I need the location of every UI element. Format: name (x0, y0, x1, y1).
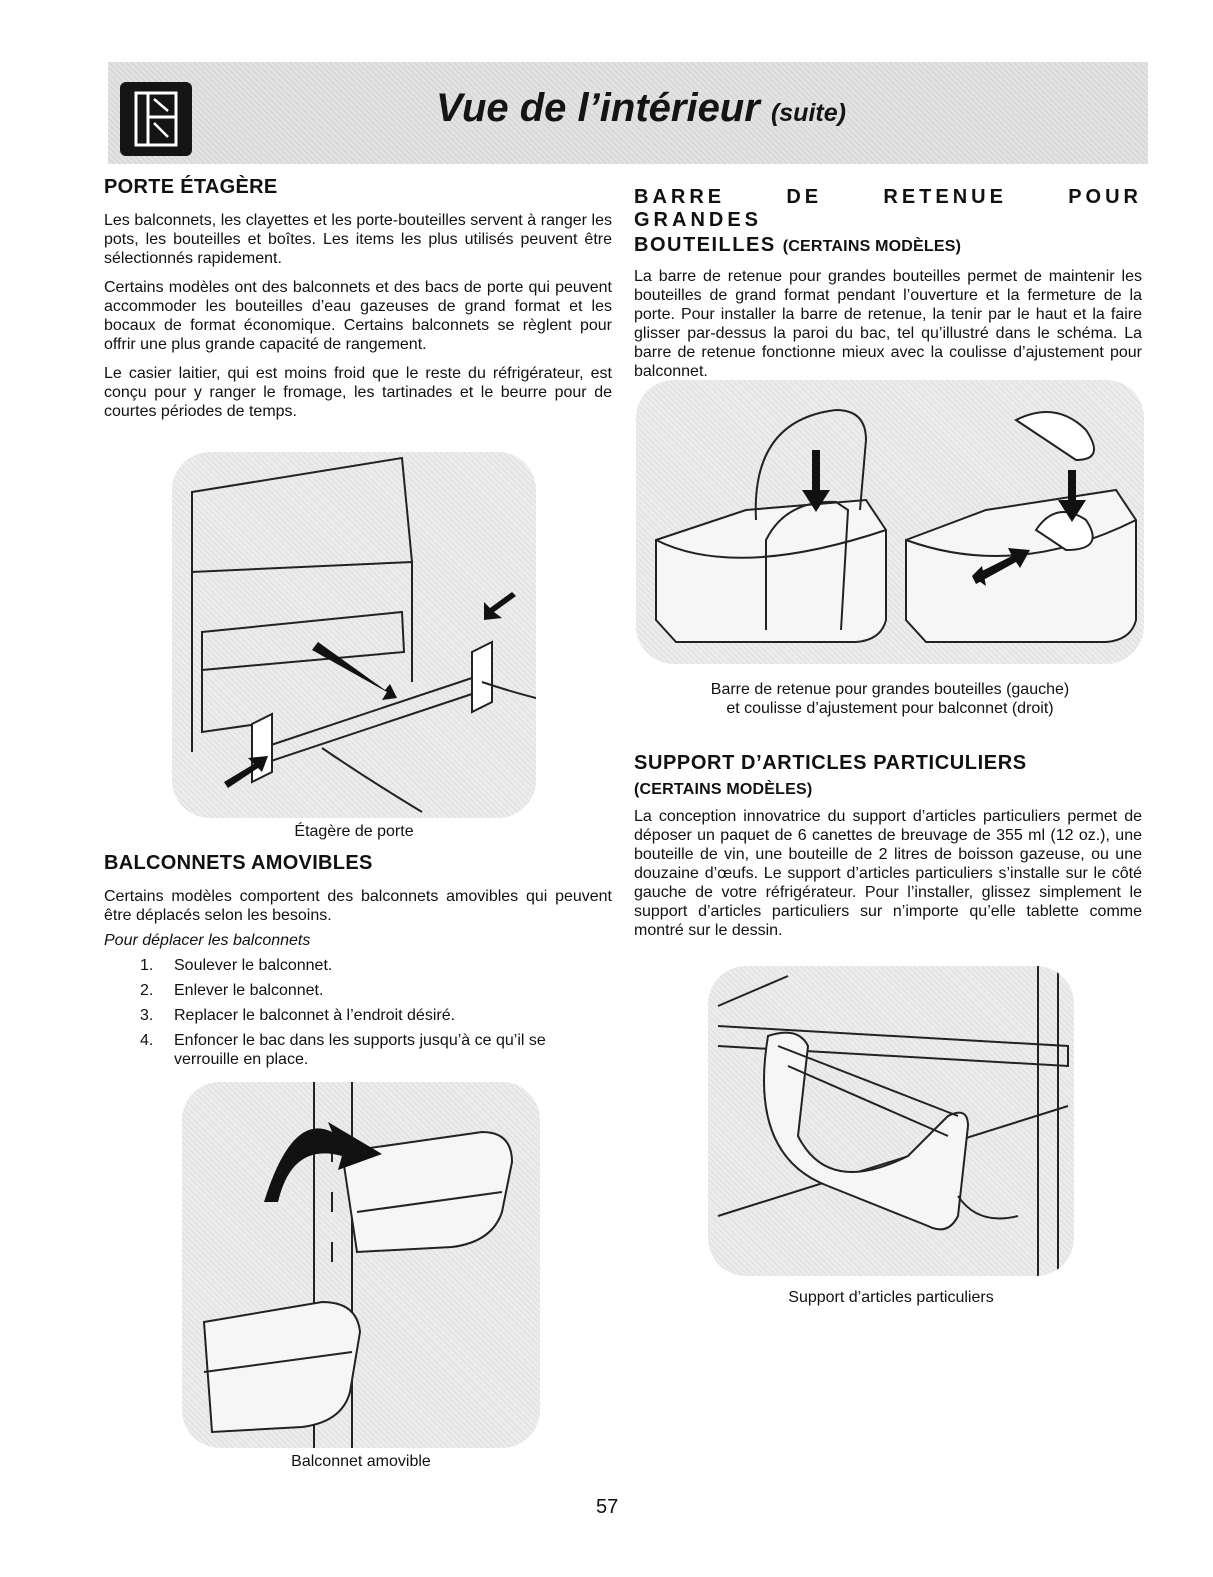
caption-balconnet-amovible: Balconnet amovible (291, 1453, 431, 1470)
paragraph: La conception innovatrice du support d’articles particuliers permet de déposer un paquet de 6 canettes de breuvage de 355 ml (12 oz.), une bouteille de vin, une bouteille de 2 litres de boisson gazeuse, ou une douzaine d’œufs. Le support d’articles particuliers s’installe sur le côté gauche de votre réfrigérateur. Pour l’installer, glissez simplement le support d’articles particuliers sur n’importe qu’elle tablette comme montré sur le dessin. (634, 808, 1142, 939)
caption-barre-line2: et coulisse d’ajustement pour balconnet (droit) (726, 700, 1054, 717)
removable-bin-illustration (182, 1082, 540, 1448)
page-title: Vue de l’intérieur (suite) (436, 86, 846, 130)
list-item: 4. Enfoncer le bac dans les supports jusqu’à ce qu’il se verrouille en place. (140, 1032, 546, 1068)
list-item: 3. Replacer le balconnet à l’endroit désiré. (140, 1007, 456, 1024)
heading-barre-line2: BOUTEILLES (CERTAINS MODÈLES) (634, 234, 962, 256)
caption-barre (636, 680, 1144, 718)
section-balconnets (104, 852, 612, 1069)
paragraph: Les balconnets, les clayettes et les porte-bouteilles servent à ranger les pots, les bouteilles et boîtes. Les items les plus utilisés peuvent être sélectionnés rapidement. (104, 212, 612, 267)
heading-porte-etagere: PORTE ÉTAGÈRE (104, 176, 278, 198)
paragraph: Certains modèles comportent des balconnets amovibles qui peuvent être déplacés selon les besoins. (104, 888, 612, 924)
section-support-articles (634, 752, 1142, 940)
subheading-deplacer: Pour déplacer les balconnets (104, 932, 311, 949)
heading-balconnets: BALCONNETS AMOVIBLES (104, 852, 373, 874)
list-item: 2. Enlever le balconnet. (140, 982, 324, 999)
paragraph: Certains modèles ont des balconnets et des bacs de porte qui peuvent accommoder les bouteilles d’eau gazeuses de grand format et les bocaux de format économique. Certains balconnets se règlent pour offrir une plus grande capacité de rangement. (104, 279, 612, 353)
heading-barre-suffix: (CERTAINS MODÈLES) (782, 238, 962, 255)
paragraph: La barre de retenue pour grandes bouteilles permet de maintenir les bouteilles de grand format pendant l’ouverture et la fermeture de la porte. Pour installer la barre de retenue, la tenir par le haut et la faire glisser par-dessus la paroi du bac, tel qu’illustré dans le schéma. La barre de retenue fonctionne mieux avec la coulisse d’ajustement pour balconnet. (634, 268, 1142, 380)
bottle-bar-illustration (636, 380, 1144, 664)
section-porte-etagere (104, 176, 612, 421)
door-shelf-illustration (172, 452, 536, 818)
page-subtitle: (suite) (770, 99, 846, 127)
caption-barre-line1: Barre de retenue pour grandes bouteilles (gauche) (710, 681, 1070, 698)
section-barre-retenue (634, 186, 1142, 381)
heading-support-suffix: (CERTAINS MODÈLES) (634, 781, 813, 798)
list-item: 1. Soulever le balconnet. (140, 957, 333, 974)
heading-support: SUPPORT D’ARTICLES PARTICULIERS (634, 752, 1027, 774)
caption-porte-etagere: Étagère de porte (294, 823, 414, 840)
caption-support: Support d’articles particuliers (788, 1289, 994, 1306)
paragraph: Le casier laitier, qui est moins froid que le reste du réfrigérateur, est conçu pour y ranger le fromage, les tartinades et le beurre pour de courtes périodes de temps. (104, 365, 612, 420)
page-number: 57 (596, 1496, 619, 1518)
special-item-rack-illustration (708, 966, 1074, 1276)
heading-barre-line1: BARRE DE RETENUE POUR GRANDES (634, 186, 1142, 231)
steps-list (104, 956, 612, 1069)
refrigerator-icon (120, 82, 192, 156)
